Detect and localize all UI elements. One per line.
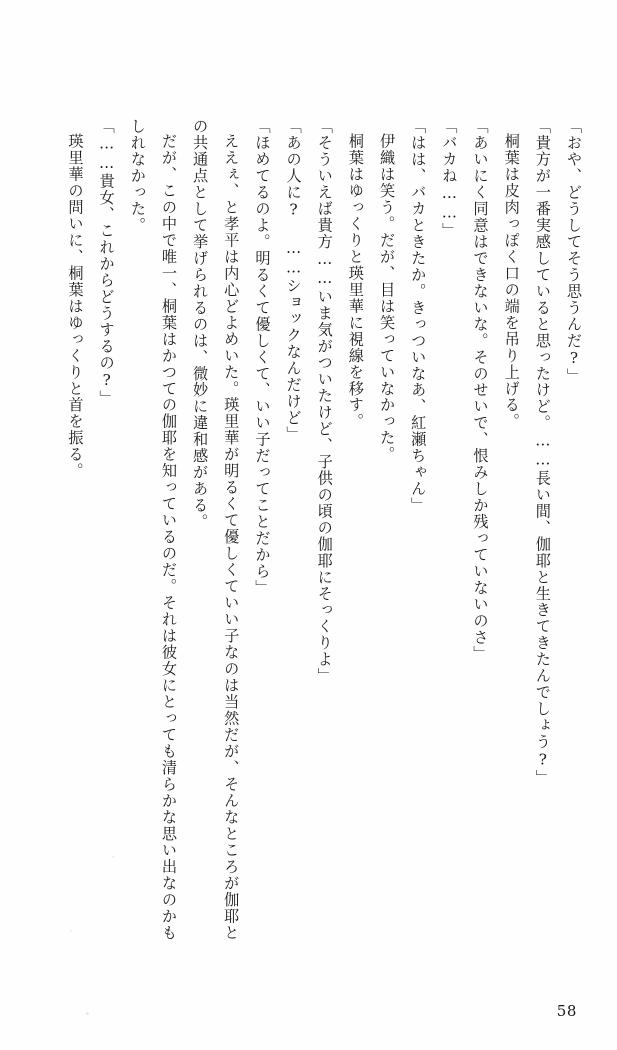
paper-speckle [86, 1012, 89, 1015]
paper-speckle [112, 856, 114, 858]
paragraph-10: 「あの人に? ……ショックなんだけど」 [284, 118, 303, 443]
paragraph-6: 「はは、バカときたか。きっついなあ、紅瀬ちゃん」 [409, 118, 428, 514]
paragraph-12: ええぇ、と孝平は内心どよめいた。瑛里華が明るくて優しくていい子なのは当然だが、そんなところが伽耶との共通点として挙げられるのは、微妙に違和感がある。 [191, 118, 241, 942]
paragraph-15: 瑛里華の問いに、桐葉はゆっくりと首を振る。 [66, 133, 85, 480]
page-number: 58 [556, 1002, 577, 1020]
paragraph-4: 「あいにく同意はできないな。そのせいで、恨みしか残っていないのさ」 [471, 118, 490, 663]
paragraph-5: 「バカね……」 [440, 118, 459, 240]
paragraph-14: 「……貴女、これからどうするの?」 [97, 118, 116, 407]
paragraph-11: 「ほめてるのよ。明るくて優しくて、いい子だってことだから」 [253, 118, 272, 597]
paragraph-2: 「貴方が一番実感していると思ったけど。……長い間、伽耶と生きてきたんでしょう?」 [533, 118, 552, 787]
paragraph-9: 「そういえば貴方……いま気がついたけど、子供の頃の伽耶にそっくりよ」 [315, 118, 334, 685]
paragraph-8: 桐葉はゆっくりと瑛里華に視線を移す。 [346, 133, 365, 431]
novel-text-body [60, 118, 589, 948]
paragraph-1: 「おや、どうしてそう思うんだ?」 [565, 118, 583, 385]
paragraph-3: 桐葉は皮肉っぽく口の端を吊り上げる。 [502, 133, 521, 431]
paragraph-13: だが、この中で唯一、桐葉はかつての伽耶を知っているのだ。それは彼女にとっても清らかな思い出なのかもしれなかった。 [128, 118, 178, 942]
paragraph-7: 伊織は笑う。だが、目は笑っていなかった。 [378, 133, 397, 464]
paper-speckle [70, 930, 72, 932]
